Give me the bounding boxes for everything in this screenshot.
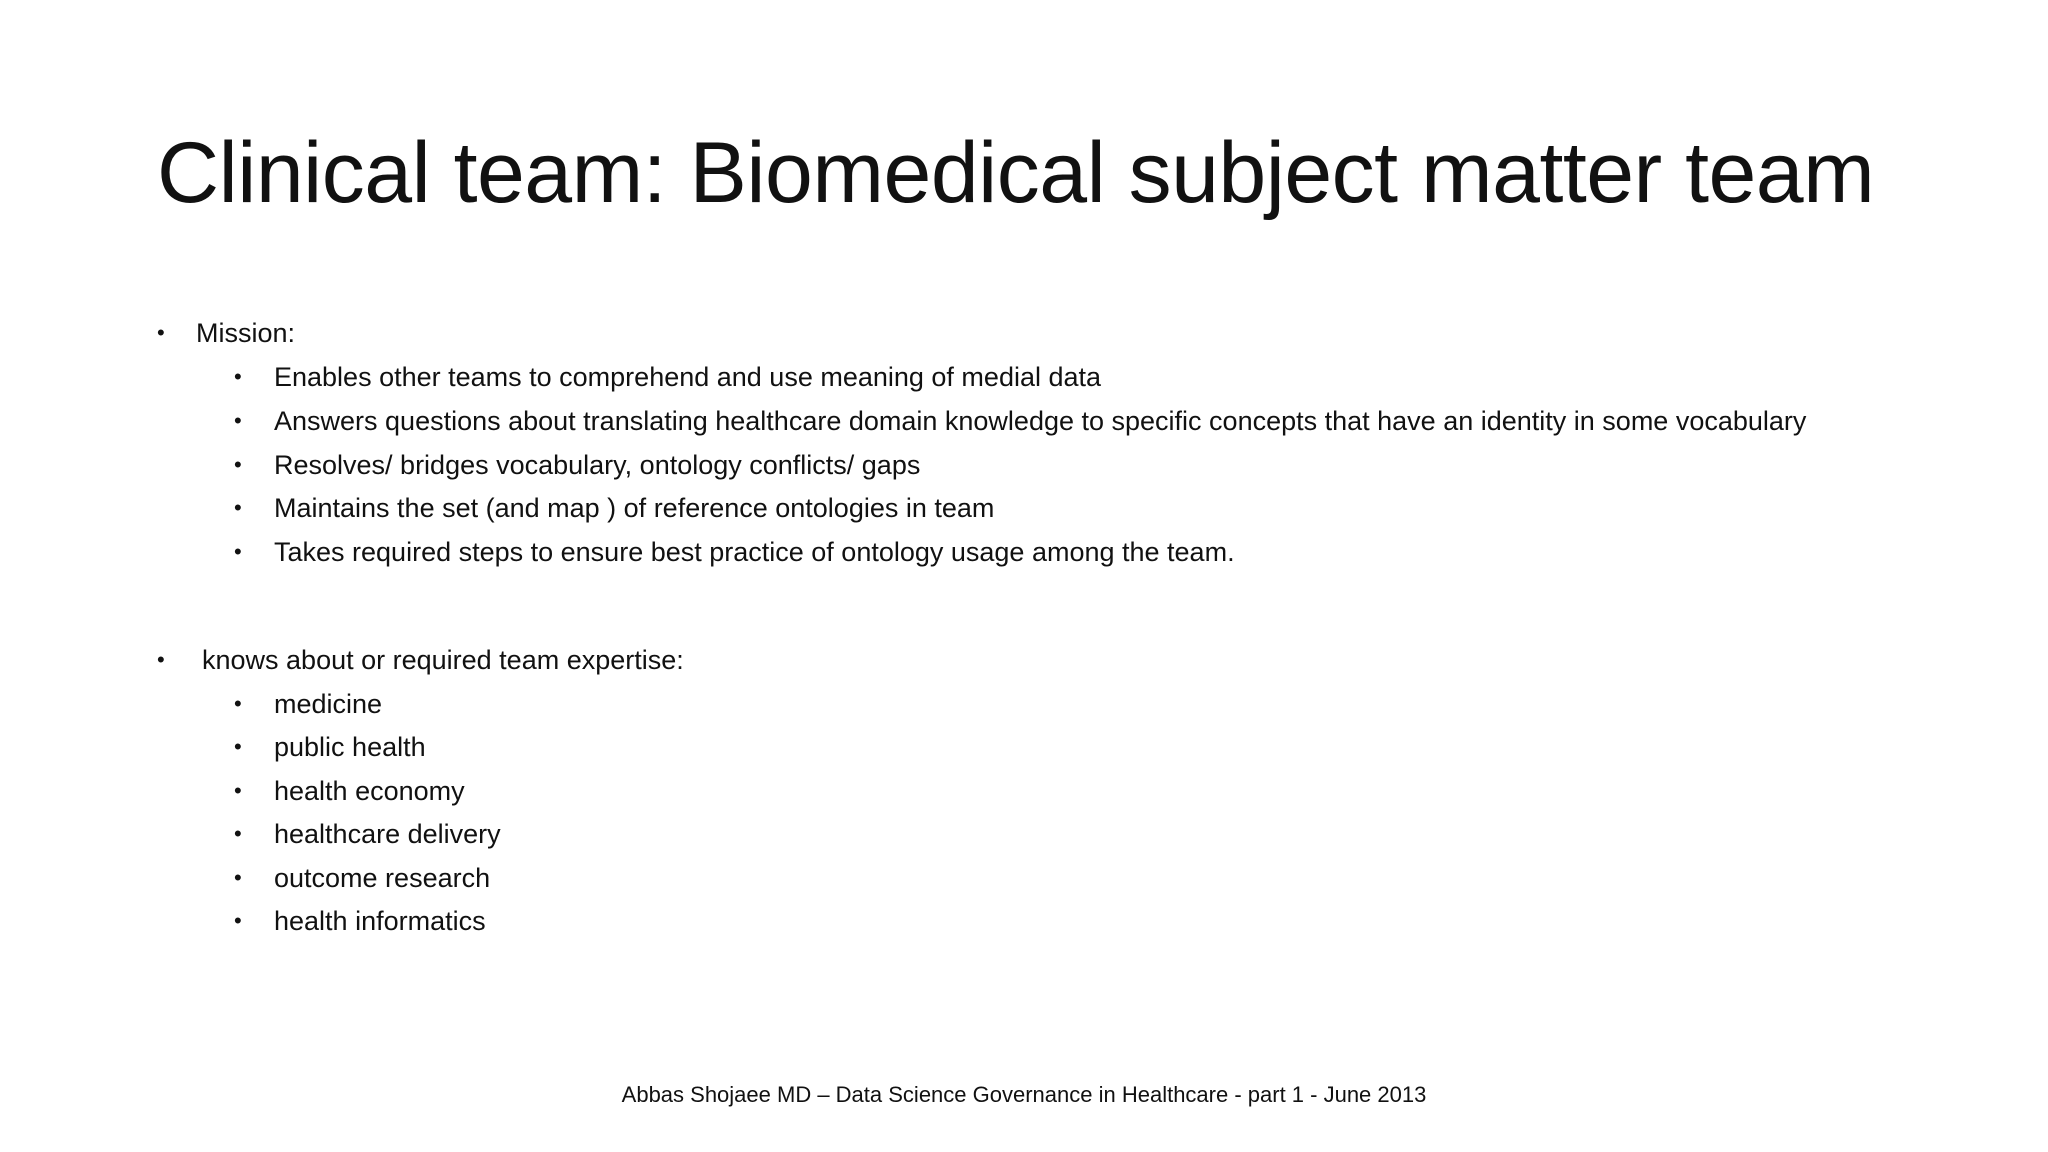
bullet-icon: •	[234, 452, 242, 477]
list-item-text: medicine	[274, 689, 383, 719]
bullet-icon: •	[157, 647, 165, 672]
bullet-icon: •	[234, 364, 242, 389]
bullet-icon: •	[234, 908, 242, 933]
section-heading-expertise: knows about or required team expertise:	[202, 645, 684, 675]
list-item-text: healthcare delivery	[274, 819, 501, 849]
bullet-icon: •	[234, 495, 242, 520]
list-item-text: Enables other teams to comprehend and use meaning of medial data	[274, 362, 1102, 392]
section-heading-mission: Mission:	[196, 318, 296, 348]
list-item-text: Maintains the set (and map ) of reference ontologies in team	[274, 493, 995, 523]
list-item-text: Resolves/ bridges vocabulary, ontology conflicts/ gaps	[274, 450, 921, 480]
list-item-text: health economy	[274, 776, 465, 806]
list-item-text: outcome research	[274, 863, 491, 893]
bullet-icon: •	[234, 691, 242, 716]
slide-footer: Abbas Shojaee MD – Data Science Governance in Healthcare - part 1 - June 2013	[621, 1082, 1427, 1107]
slide-title: Clinical team: Biomedical subject matter team	[157, 125, 1875, 221]
bullet-icon: •	[234, 865, 242, 890]
bullet-icon: •	[157, 320, 165, 345]
bullet-icon: •	[234, 408, 242, 433]
list-item-text: public health	[274, 732, 426, 762]
bullet-icon: •	[234, 734, 242, 759]
list-item-text: Takes required steps to ensure best practice of ontology usage among the team.	[274, 537, 1235, 567]
bullet-icon: •	[234, 821, 242, 846]
list-item-text: health informatics	[274, 906, 486, 936]
list-item-text: Answers questions about translating healthcare domain knowledge to specific concepts that have an identity in some vocabulary	[274, 406, 1807, 436]
bullet-icon: •	[234, 539, 242, 564]
bullet-icon: •	[234, 778, 242, 803]
